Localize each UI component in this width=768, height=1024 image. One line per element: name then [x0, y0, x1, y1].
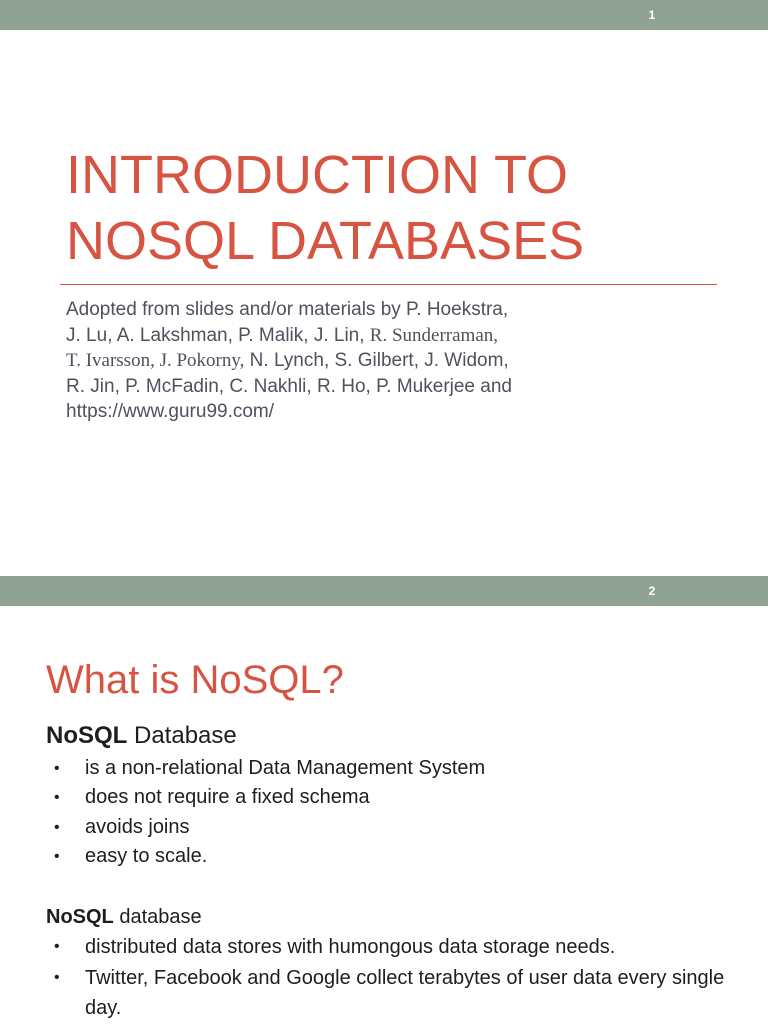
subtitle-line-1: Adopted from slides and/or materials by P. Hoekstra,	[66, 299, 509, 320]
subtitle-line-2	[66, 323, 726, 349]
heading-rest: database	[113, 906, 202, 928]
heading-rest: Database	[127, 722, 237, 749]
slide-number: 1	[648, 8, 656, 22]
list-item	[54, 963, 734, 1024]
list-item	[54, 842, 734, 871]
subtitle-line-3-serif: T. Ivarsson, J. Pokorny,	[66, 350, 245, 371]
heading-bold: NoSQL	[46, 906, 114, 928]
slide-title: What is NoSQL?	[46, 658, 344, 702]
title-line-1: INTRODUCTION TO	[66, 145, 569, 205]
bullet-icon: •	[54, 760, 60, 777]
bullet-text: is a non-relational Data Management System	[85, 757, 486, 779]
subtitle-line-3-sans: N. Lynch, S. Gilbert, J. Widom,	[244, 350, 509, 371]
subtitle-line-5: https://www.guru99.com/	[66, 401, 275, 422]
slide-header-bar	[0, 576, 768, 606]
title-divider	[60, 284, 717, 285]
bullet-text: avoids joins	[85, 815, 190, 838]
bullet-icon: •	[54, 818, 60, 836]
list-item	[54, 813, 734, 842]
slide-title	[66, 142, 726, 274]
section-heading-1	[46, 721, 237, 751]
list-item	[54, 932, 734, 963]
slide-header-bar	[0, 0, 768, 30]
bullet-icon: •	[54, 968, 60, 986]
slide-2	[0, 576, 768, 1024]
bullet-text: does not require a fixed schema	[85, 786, 370, 809]
bullet-icon: •	[54, 847, 60, 865]
subtitle-line-3	[66, 348, 726, 374]
title-line-2: NOSQL DATABASES	[66, 211, 585, 271]
slide-number: 2	[648, 584, 656, 598]
bullet-list-1	[54, 754, 734, 871]
slide-subtitle	[66, 297, 726, 425]
subtitle-line-4: R. Jin, P. McFadin, C. Nakhli, R. Ho, P. Mukerjee and	[66, 375, 512, 397]
bullet-text: Twitter, Facebook and Google collect terabytes of user data every single day.	[85, 966, 725, 1019]
subtitle-line-2-sans: J. Lu, A. Lakshman, P. Malik, J. Lin,	[66, 324, 370, 346]
subtitle-line-2-serif: R. Sunderraman,	[369, 324, 499, 346]
list-item	[54, 783, 734, 812]
list-item	[54, 754, 734, 783]
heading-bold: NoSQL	[46, 722, 128, 749]
bullet-icon: •	[54, 938, 60, 955]
bullet-text: distributed data stores with humongous data storage needs.	[85, 936, 616, 958]
section-heading-2	[46, 904, 202, 930]
bullet-list-2	[54, 932, 734, 1024]
bullet-text: easy to scale.	[85, 844, 208, 867]
bullet-icon: •	[54, 789, 60, 807]
